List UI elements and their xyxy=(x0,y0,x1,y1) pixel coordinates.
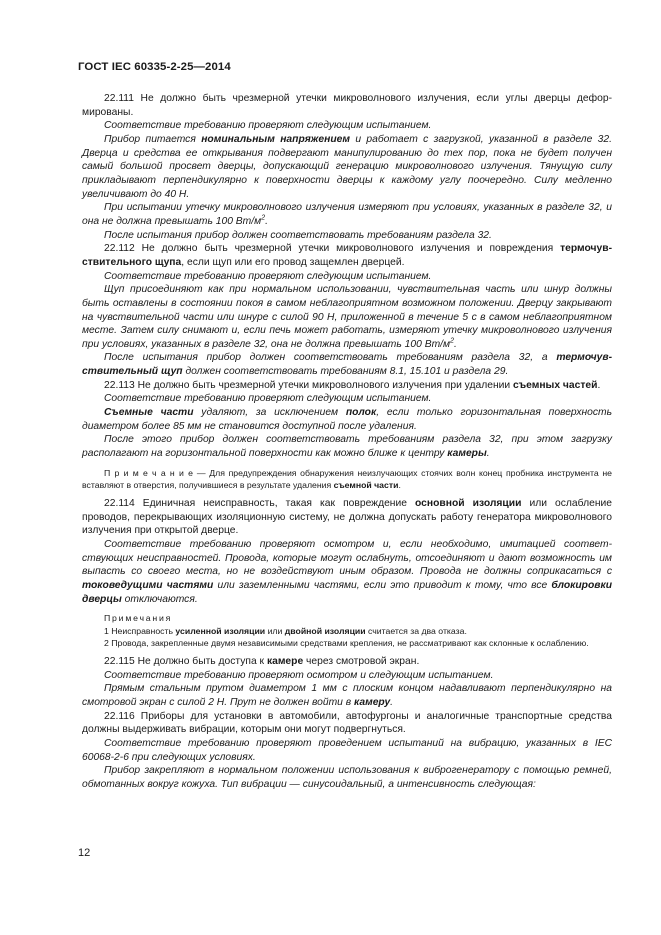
clause-22-113 xyxy=(82,379,612,393)
text: . xyxy=(597,379,601,391)
clause-22-111 xyxy=(82,92,612,119)
text: должен соответствовать требованиям 8.1, 15.101 и раздела 29. xyxy=(182,366,509,378)
defined-term: токоведущими частями xyxy=(82,580,214,592)
text: или ослабление проводов, перекрывающих изоляционную систему, не должна допускать работу генератора микроволнового излучения при открытой дверце. xyxy=(82,498,612,537)
text: 22.115 Не должно быть доступа к xyxy=(104,655,267,667)
note-label: П р и м е ч а н и е xyxy=(104,467,194,478)
text: Соответствие требованию проверяют следующим испытанием. xyxy=(104,270,432,282)
text: После испытания прибор должен соответствовать требованиям раздела 32. xyxy=(104,229,492,241)
text: При испытании утечку микроволнового излучения измеряют при условиях, указанных в разделе 32, и она не должна превышать 100 Вт/м xyxy=(82,202,612,227)
defined-term: съемной части xyxy=(333,479,399,490)
text: отключаются. xyxy=(121,593,198,605)
defined-term: съемных частей xyxy=(513,379,598,391)
clause-22-116 xyxy=(82,710,612,737)
compliance-text xyxy=(82,669,612,683)
text: 1 Неисправность xyxy=(104,625,176,636)
defined-term: блокировки дверцы xyxy=(82,580,612,605)
defined-term: основной изоляции xyxy=(415,498,522,510)
test-procedure xyxy=(82,538,612,606)
notes-title: Примечания xyxy=(104,613,173,624)
document-body xyxy=(82,92,612,792)
text: . xyxy=(265,215,268,227)
text: 22.114 Единичная неисправность, такая как повреждение xyxy=(104,498,416,510)
text: Соответствие требованию проверяют следующим испытанием. xyxy=(104,393,432,405)
defined-term: полок xyxy=(345,407,377,419)
compliance-text xyxy=(82,392,612,406)
defined-term: усиленной изоляции xyxy=(175,625,266,636)
text: 22.116 Приборы для установки в автомобили, автофургоны и аналогичные транспортные средства должны выдерживать вибрации, которым они могут подвергнуться. xyxy=(82,710,612,736)
text: или заземленными частями, если это приводит к тому, что все xyxy=(213,580,552,592)
test-procedure xyxy=(82,229,612,243)
text: После испытания прибор должен соответствовать требованиям раздела 32, а xyxy=(104,352,557,364)
compliance-text xyxy=(82,119,612,133)
text: Соответствие требованию проверяют следующим испытанием. xyxy=(104,120,432,132)
test-procedure xyxy=(82,406,612,433)
text: , если щуп или его провод защемлен дверцей. xyxy=(181,256,405,268)
page-number: 12 xyxy=(78,847,91,859)
test-procedure xyxy=(82,201,612,228)
defined-term: термочувствительный щуп xyxy=(82,352,612,378)
text: или xyxy=(265,625,285,636)
defined-term: термочувствительного щупа xyxy=(82,243,612,268)
compliance-text xyxy=(82,270,612,284)
text: удаляют, за исключением xyxy=(193,407,346,419)
text: — Для предупреждения обнаружения неизлучающих стоячих волн конец пробника инструмента не вставляют в отверстия, получившиеся в результате удаления xyxy=(82,467,612,490)
clause-22-112 xyxy=(82,242,612,269)
text: Соответствие требованию проверяют осмотром и следующим испытанием. xyxy=(104,669,494,681)
clause-22-114 xyxy=(82,497,612,538)
compliance-text xyxy=(82,737,612,764)
text: . xyxy=(486,448,490,460)
test-procedure xyxy=(82,351,612,378)
test-procedure xyxy=(82,682,612,709)
text: 22.113 Не должно быть чрезмерной утечки микроволнового излучения при удалении xyxy=(104,379,514,391)
text: . xyxy=(453,338,457,350)
test-procedure xyxy=(82,283,612,351)
text: , если только горизонтальная поверхность диаметром более 85 мм не становится доступной после удаления. xyxy=(82,407,613,432)
text: . xyxy=(398,479,401,490)
note-item xyxy=(82,625,612,637)
superscript: 2 xyxy=(261,214,266,222)
text: Прямым стальным прутом диаметром 1 мм с плоским концом надавливают перпендикулярно на смотровой экран с силой 2 Н. Прут не должен войти в xyxy=(82,683,612,708)
text: 22.112 Не должно быть чрезмерной утечки микроволнового излучения и повреждения xyxy=(104,243,561,255)
defined-term: номинальным напряжением xyxy=(201,133,350,145)
text: считается за два отказа. xyxy=(365,625,467,636)
defined-term: камере xyxy=(266,655,304,667)
text: и работает с загрузкой, указанной в разделе 32. Дверца и средства ее открывания подвергают манипулированию до тех пор, пока не будет получен самый большой просвет дверцы, допускающий генерацию микроволнового излучения. Тянущую силу прикладывают перпендикулярно к поверхности дверцы к каждому углу поочередно. Силу медленно увеличивают до 40 Н. xyxy=(82,133,612,200)
test-procedure xyxy=(82,433,612,460)
text: Соответствие требованию проверяют проведением испытаний на вибрацию, указанных в IEC 60068-2-6 при следующих условиях. xyxy=(82,737,612,763)
defined-term: камеру xyxy=(354,696,391,708)
text: После этого прибор должен соответствовать требованиям раздела 32, при этом загрузку располагают на горизонтальной поверхности как можно ближе к центру xyxy=(82,434,612,460)
defined-term: Съемные части xyxy=(104,407,194,419)
text: 22.111 Не должно быть чрезмерной утечки микроволнового излучения, если углы дверцы деформированы. xyxy=(82,93,612,118)
text: Прибор закрепляют в нормальном положении использования к виброгенератору с помощью ремней, обмотанных вокруг кожуха. Тип вибрации — синусоидальный, а интенсивность следующая: xyxy=(82,765,612,790)
note xyxy=(82,467,612,491)
text: через смотровой экран. xyxy=(303,655,420,667)
clause-22-115 xyxy=(82,655,612,669)
defined-term: двойной изоляции xyxy=(284,625,366,636)
text: Соответствие требованию проверяют осмотром и, если необходимо, имитацией соответствующих неисправностей. Провода, которые могут ослабнуть, отсоединяют и дают возможность им выпасть со своего места, но не воздействуют иным образом. Провода не должны соприкасаться с xyxy=(82,539,612,578)
test-procedure xyxy=(82,133,612,201)
text: Прибор питается xyxy=(104,133,202,145)
text: Щуп присоединяют как при нормальном использовании, чувствительная часть или шнур должны быть оставлены в состоянии покоя в самом неблагоприятном возможном положении. Дверцу закрывают на чувствительной части или шнуре с силой 90 Н, приложенной в течение 5 с в самом неблагоприятном месте. Затем силу снимают и, если печь может работать, измеряют утечку микроволнового излучения при условиях, указанных в разделе 32, она не должна превышать 100 Вт/м xyxy=(82,284,612,350)
note-item: 2 Провода, закрепленные двумя независимыми средствами крепления, не рассматривают как склонные к ослаблению. xyxy=(104,637,589,648)
text: . xyxy=(390,696,394,708)
document-header: ГОСТ IEC 60335-2-25—2014 xyxy=(78,61,231,73)
defined-term: камеры xyxy=(447,448,487,460)
superscript: 2 xyxy=(450,337,454,345)
test-procedure xyxy=(82,764,612,791)
